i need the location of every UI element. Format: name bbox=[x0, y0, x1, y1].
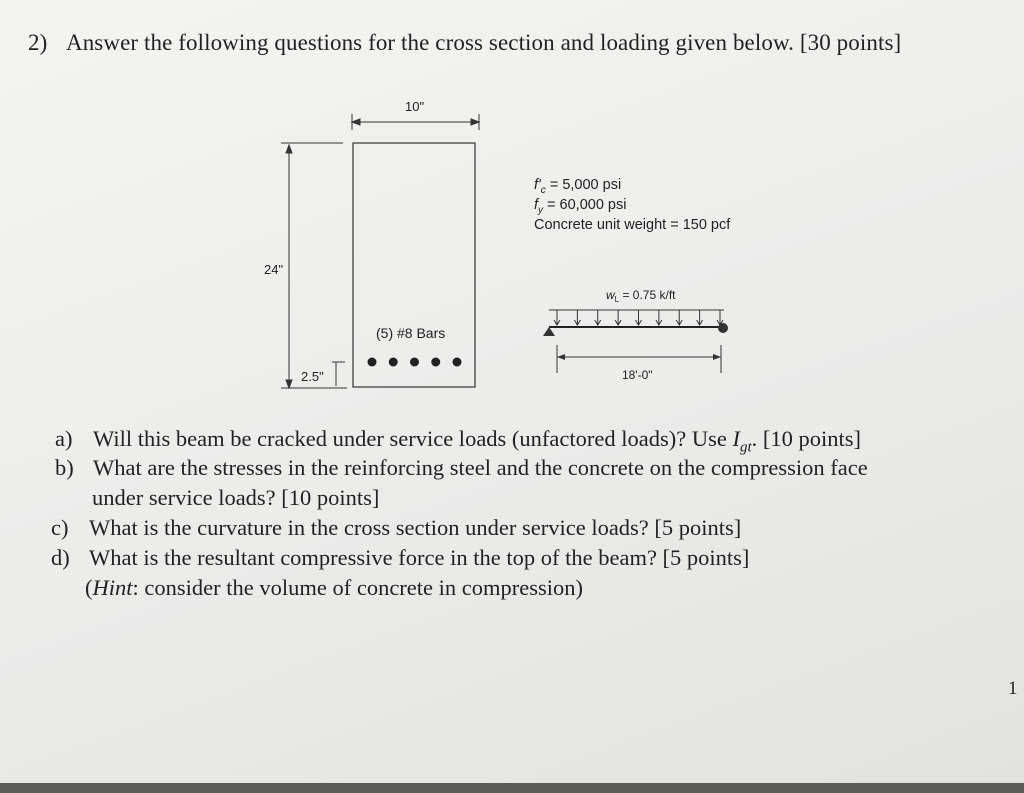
page-bottom-edge bbox=[0, 783, 1024, 793]
subquestion-b-continuation: under service loads? [10 points] bbox=[92, 485, 380, 510]
subquestion-d-hint: (Hint: consider the volume of concrete in compression) bbox=[85, 575, 583, 600]
load-arrow bbox=[717, 310, 723, 325]
subquestion-d-label: d) bbox=[51, 545, 70, 570]
load-arrow bbox=[574, 310, 580, 325]
width-label: 10" bbox=[405, 99, 425, 114]
load-label bbox=[606, 288, 676, 304]
height-label: 24" bbox=[264, 262, 284, 277]
subquestion-a-label: a) bbox=[55, 426, 73, 451]
span-arrow-right bbox=[713, 354, 721, 360]
rebar-bar bbox=[368, 358, 377, 367]
subquestion-c-label: c) bbox=[51, 515, 69, 540]
cross-section-diagram bbox=[281, 114, 479, 388]
fy-line bbox=[534, 197, 626, 216]
roller-support bbox=[718, 323, 728, 333]
beam-loading-diagram bbox=[543, 310, 728, 373]
bars-label: (5) #8 Bars bbox=[376, 325, 446, 341]
fy-value: = 60,000 psi bbox=[543, 197, 627, 213]
subquestion-a-text: Will this beam be cracked under service loads (unfactored loads)? Use bbox=[93, 426, 733, 451]
subquestion-b-text: What are the stresses in the reinforcing steel and the concrete on the compression face bbox=[93, 455, 868, 480]
load-symbol: w bbox=[606, 288, 615, 302]
span-arrow-left bbox=[557, 354, 565, 360]
question-text: Answer the following questions for the cross section and loading given below. [30 points] bbox=[66, 30, 902, 55]
fy-subscript: y bbox=[538, 205, 544, 216]
distributed-load-arrows bbox=[554, 310, 723, 325]
height-arrow-bottom bbox=[286, 380, 292, 388]
hint-label: Hint bbox=[92, 575, 133, 600]
rebar-bars bbox=[368, 358, 462, 367]
fc-subscript: c bbox=[540, 185, 546, 196]
load-arrow bbox=[697, 310, 703, 325]
fc-symbol: f' bbox=[534, 177, 541, 193]
load-arrow bbox=[656, 310, 662, 325]
subquestion-a-symbol: I bbox=[732, 426, 740, 451]
fc-value: = 5,000 psi bbox=[545, 177, 622, 193]
subquestion-b bbox=[55, 454, 868, 482]
load-arrow bbox=[595, 310, 601, 325]
pin-support bbox=[543, 327, 555, 336]
subquestion-d bbox=[51, 544, 749, 572]
rebar-bar bbox=[389, 358, 398, 367]
load-subscript: L bbox=[614, 295, 620, 304]
rebar-bar bbox=[410, 358, 419, 367]
subquestion-c bbox=[51, 514, 741, 542]
fy-symbol: f bbox=[534, 197, 539, 213]
subquestion-d-text: What is the resultant compressive force in the top of the beam? [5 points] bbox=[89, 545, 750, 570]
subquestion-c-text: What is the curvature in the cross section under service loads? [5 points] bbox=[89, 515, 742, 540]
load-value: = 0.75 k/ft bbox=[619, 288, 676, 302]
cover-label: 2.5" bbox=[301, 369, 324, 384]
unit-weight-line: Concrete unit weight = 150 pcf bbox=[534, 217, 731, 233]
page-number: 1 bbox=[1008, 678, 1018, 699]
load-arrow bbox=[636, 310, 642, 325]
span-label: 18'-0" bbox=[622, 368, 653, 382]
rebar-bar bbox=[431, 358, 440, 367]
load-arrow bbox=[615, 310, 621, 325]
subquestion-a-symbol-sub: gt bbox=[739, 439, 752, 456]
rebar-bar bbox=[453, 358, 462, 367]
question-number: 2) bbox=[28, 30, 48, 55]
height-arrow-top bbox=[286, 145, 292, 153]
subquestion-b-label: b) bbox=[55, 455, 74, 480]
hint-text: : consider the volume of concrete in compression) bbox=[132, 575, 583, 600]
load-arrow bbox=[676, 310, 682, 325]
load-arrow bbox=[554, 310, 560, 325]
fc-line bbox=[534, 177, 621, 196]
width-arrow-left bbox=[352, 119, 360, 125]
beam-section-rectangle bbox=[353, 143, 475, 387]
subquestion-a-text-end: . [10 points] bbox=[751, 426, 862, 451]
width-arrow-right bbox=[471, 119, 479, 125]
